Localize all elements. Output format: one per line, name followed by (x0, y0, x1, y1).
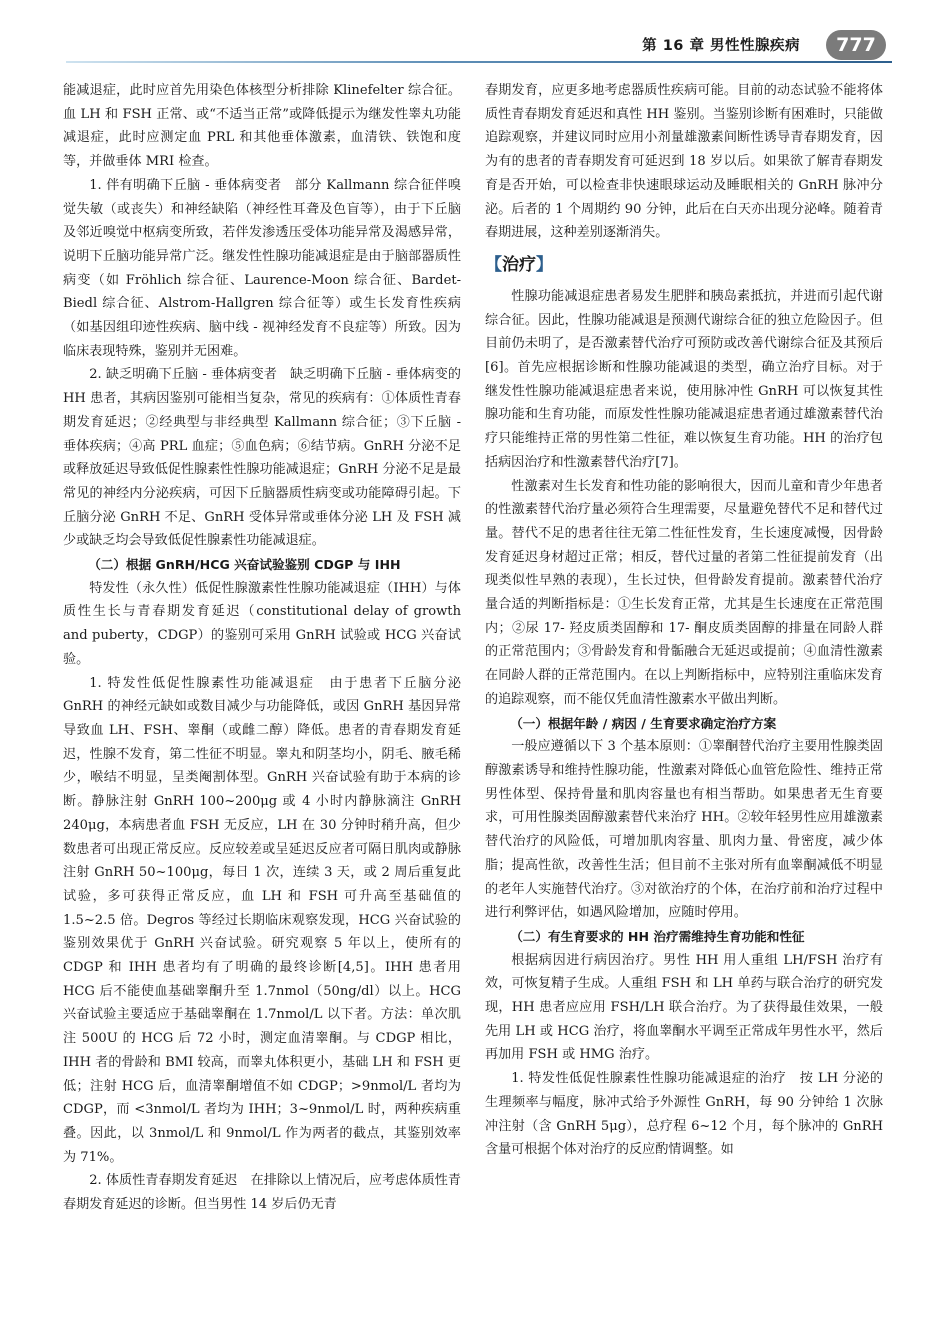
page-number: 777 (826, 30, 886, 60)
left-column (63, 79, 461, 1217)
paragraph: 2. 体质性青春期发育延迟 在排除以上情况后，应考虑体质性青春期发育延迟的诊断。但当男性 14 岁后仍无青 (63, 1173, 461, 1213)
page-header (0, 0, 950, 80)
paragraph: 1. 特发性低促性腺素性性腺功能减退症的治疗 按 LH 分泌的生理频率与幅度，脉冲式给予外源性 GnRH，每 90 分钟给 1 次脉冲注射（含 GnRH 5μg），总疗程 6~12 个月，每个脉冲的 GnRH 含量可根据个体对治疗的反应酌情调整。如 (485, 1071, 883, 1158)
chapter-title: 第 16 章 男性性腺疾病 (642, 38, 800, 54)
subsection-heading: （二）根据 GnRH/HCG 兴奋试验鉴别 CDGP 与 IHH (88, 557, 401, 573)
paragraph: 性腺功能减退症患者易发生肥胖和胰岛素抵抗，并进而引起代谢综合征。因此，性腺功能减退是预测代谢综合征的独立危险因子。但目前仍未明了，是否激素替代治疗可预防或改善代谢综合征及其预后[6]。首先应根据诊断和性腺功能减退的类型，确立治疗目标。对于继发性性腺功能减退症患者来说，使用脉冲性 GnRH 可以恢复其性腺功能和生育功能，而原发性性腺功能减退症患者通过雄激素替代治疗只能维持正常的男性第二性征，难以恢复生育功能。HH 的治疗包括病因治疗和性激素替代治疗[7]。 (485, 288, 883, 470)
right-column (485, 79, 883, 1162)
bracket-close: 】 (536, 254, 553, 275)
paragraph: 特发性（永久性）低促性腺激素性性腺功能减退症（IHH）与体质性生长与青春期发育延迟（constitutional delay of growth and puberty，CDGP）的鉴别可采用 GnRH 试验或 HCG 兴奋试验。 (63, 580, 461, 667)
paragraph: 性激素对生长发育和性功能的影响很大，因而儿童和青少年患者的性激素替代治疗量必须符合生理需要，尽量避免替代不足和替代过量。替代不足的患者往往无第二性征性发育，生长速度减慢，因骨龄发育延迟身材超过正常；相反，替代过量的者第二性征提前发育（出现类似性早熟的表现），生长过快，但骨龄发育提前。激素替代治疗量合适的判断指标是：①生长发育正常，尤其是生长速度在正常范围内；②尿 17- 羟皮质类固醇和 17- 酮皮质类固醇的排量在同龄人群的正常范围内；③骨龄发育和骨骺融合无延迟或提前；④血清性激素在同龄人群的正常范围内。在以上判断指标中，应特别注重临床发育的追踪观察，而不能仅凭血清性激素水平做出判断。 (485, 478, 883, 707)
paragraph: 一般应遵循以下 3 个基本原则：①睾酮替代治疗主要用性腺类固醇激素诱导和维持性腺功能，性激素对降低心血管危险性、维持正常男性体型、保持骨量和肌肉容量也有相当帮助。如果患者无生育要求，可用性腺类固醇激素替代来治疗 HH。②较年轻男性应用雄激素替代治疗的风险低，可增加肌肉容量、肌肉力量、骨密度，减少体脂；提高性欲，改善性生活；但目前不主张对所有血睾酮减低不明显的老年人实施替代治疗。③对欲治疗的个体，在治疗前和治疗过程中进行利弊评估，如遇风险增加，应随时停用。 (485, 739, 883, 921)
subsection-heading: （一）根据年龄 / 病因 / 生育要求确定治疗方案 (510, 715, 777, 731)
paragraph: 1. 特发性低促性腺素性功能减退症 由于患者下丘脑分泌 GnRH 的神经元缺如或数目减少与功能降低，或因 GnRH 基因异常导致血 LH、FSH、睾酮（或雌二醇）降低。患者的青春期发育延迟，性腺不发育，第二性征不明显。睾丸和阴茎均小，阴毛、腋毛稀少，喉结不明显，呈类阉割体型。GnRH 兴奋试验有助于本病的诊断。静脉注射 GnRH 100~200μg 或 4 小时内静脉滴注 GnRH 240μg，本病患者血 FSH 无反应，LH 在 30 分钟时稍升高，但少数患者可出现正常反应。反应较差或呈延迟反应者可隔日肌肉或静脉注射 GnRH 50~100μg，每日 1 次，连续 3 天，或 2 周后重复此试验，多可获得正常反应，血 LH 和 FSH 可升高至基础值的 1.5~2.5 倍。Degros 等经过长期临床观察发现，HCG 兴奋试验的鉴别效果优于 GnRH 兴奋试验。研究观察 5 年以上，使所有的 CDGP 和 IHH 患者均有了明确的最终诊断[4,5]。IHH 患者用 HCG 后不能使血基础睾酮升至 1.7nmol（50ng/dl）以上。HCG 兴奋试验主要适应于基础睾酮在 1.7nmol/L 以下者。方法：单次肌注 500U 的 HCG 后 72 小时，测定血清睾酮。与 CDGP 相比，IHH 者的骨龄和 BMI 较高，而睾丸体积更小，基础 LH 和 FSH 更低；注射 HCG 后，血清睾酮增值不如 CDGP；>9nmol/L 者均为 CDGP，而 <3nmol/L 者均为 IHH；3~9nmol/L 时，两种疾病重叠。因此，以 3nmol/L 和 9nmol/L 作为两者的截点，其鉴别效率为 71%。 (63, 675, 461, 1165)
paragraph: 1. 伴有明确下丘脑 - 垂体病变者 部分 Kallmann 综合征伴嗅觉失敏（或丧失）和神经缺陷（神经性耳聋及色盲等），由于下丘脑及邻近嗅觉中枢病变所致，若伴发渗透压受体功能异常及渴感异常，说明下丘脑功能异常广泛。继发性性腺功能减退症是由于脑部器质性病变（如 Fröhlich 综合征、Laurence-Moon 综合征、Bardet-Biedl 综合征、Alstrom-Hallgren 综合征等）或生长发育性疾病（如基因组印迹性疾病、脑中线 - 视神经发育不良症等）所致。因为临床表现特殊，鉴别并无困难。 (63, 177, 461, 359)
section-heading (485, 251, 883, 279)
paragraph: 根据病因进行病因治疗。男性 HH 用人重组 LH/FSH 治疗有效，可恢复精子生成。人重组 FSH 和 LH 单药与联合治疗的研究发现，HH 患者应应用 FSH/LH 联合治疗。为了获得最佳效果，一般先用 LH 或 HCG 治疗，将血睾酮水平调至正常成年男性水平，然后再加用 FSH 或 HMG 治疗。 (485, 952, 883, 1063)
section-title: 治疗 (502, 254, 536, 275)
bracket-open: 【 (485, 254, 502, 275)
paragraph: 春期发育，应更多地考虑器质性疾病可能。目前的动态试验不能将体质性青春期发育延迟和真性 HH 鉴别。当鉴别诊断有困难时，只能做追踪观察，并建议同时应用小剂量雄激素间断性诱导青春期发育，因为有的患者的青春期发育可延迟到 18 岁以后。如果欲了解青春期发育是否开始，可以检查非快速眼球运动及睡眠相关的 GnRH 脉冲分泌。后者的 1 个周期约 90 分钟，此后在白天亦出现分泌峰。随着青春期进展，这种差别逐渐消失。 (485, 83, 883, 241)
header-rule (66, 61, 892, 63)
paragraph: 2. 缺乏明确下丘脑 - 垂体病变者 缺乏明确下丘脑 - 垂体病变的 HH 患者，其病因鉴别可能相当复杂，常见的疾病有：①体质性青春期发育延迟；②经典型与非经典型 Kallmann 综合征；③下丘脑 - 垂体疾病；④高 PRL 血症；⑤血色病；⑥结节病。GnRH 分泌不足或释放延迟导致低促性腺素性性腺功能减退症；GnRH 分泌不足是最常见的神经内分泌疾病，可因下丘脑器质性病变或功能障碍引起。下丘脑分泌 GnRH 不足、GnRH 受体异常或垂体分泌 LH 及 FSH 减少或缺乏均会导致低促性腺素性功能减退症。 (63, 367, 461, 549)
subsection-heading: （二）有生育要求的 HH 治疗需维持生育功能和性征 (510, 928, 805, 944)
paragraph: 能减退症，此时应首先用染色体核型分析排除 Klinefelter 综合征。血 LH 和 FSH 正常、或“不适当正常”或降低提示为继发性睾丸功能减退症，此时应测定血 PRL 和其他垂体激素，血清铁、铁饱和度等，并做垂体 MRI 检查。 (63, 83, 461, 170)
